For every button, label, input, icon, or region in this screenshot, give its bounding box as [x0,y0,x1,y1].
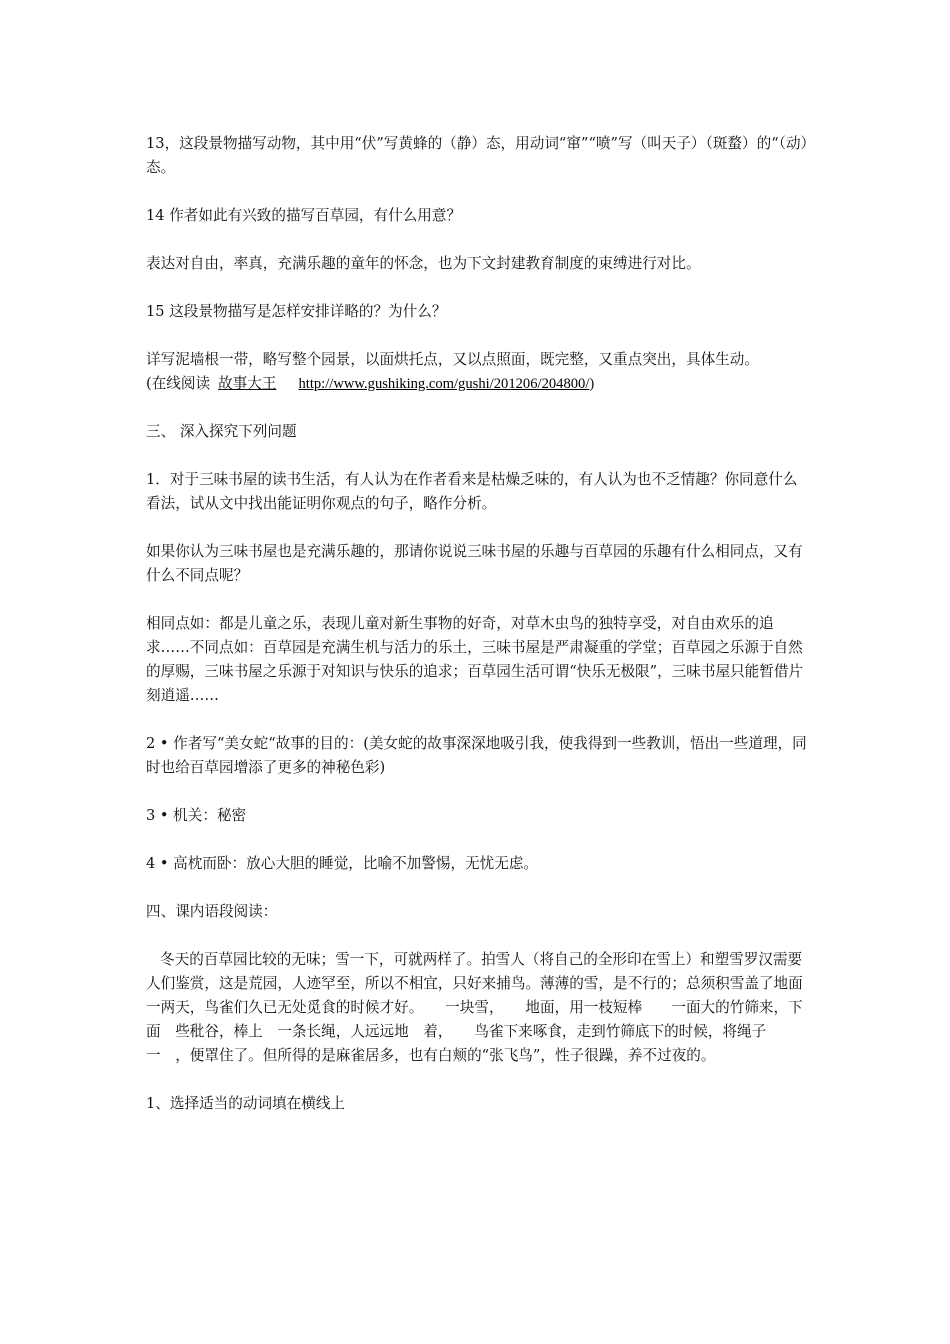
section-3-item-3: 3 • 机关：秘密 [146,807,247,824]
question-13-answer: 13，这段景物描写动物，其中用“伏”写黄蜂的（静）态，用动词“窜”“喷”写（叫天子）（斑蝥）的“（动）态。 [146,135,808,176]
section-4-question-1: 1、选择适当的动词填在横线上 [146,1095,346,1112]
answer-15: 详写泥墙根一带，略写整个园景，以面烘托点，又以点照面，既完整，又重点突出，具体生动。 [146,351,759,368]
online-suffix: ) [589,376,595,392]
story-url-link[interactable]: http://www.gushiking.com/gushi/201206/204800/ [298,376,590,392]
reading-passage: 冬天的百草园比较的无味；雪一下，可就两样了。拍雪人（将自己的全形印在雪上）和塑雪罗汉需要人们鉴赏，这是荒园，人迹罕至，所以不相宜，只好来捕鸟。薄薄的雪，是不行的；总须积雪盖了地面一两天，鸟雀们久已无处觅食的时候才好。 一块雪， 地面，用一枝短棒 一面大的竹筛来，下面 些秕谷，棒上 一条长绳，人远远地 着， 鸟雀下来啄食，走到竹筛底下的时候，将绳子一 ，便罩住了。但所得的是麻雀居多，也有白颊的“张飞鸟”，性子很躁，养不过夜的。 [146,951,803,1064]
section-3-question-1: 1．对于三味书屋的读书生活，有人认为在作者看来是枯燥乏味的，有人认为也不乏情趣？你同意什么看法，试从文中找出能证明你观点的句子，略作分析。 [146,471,798,512]
online-prefix: (在线阅读 [146,375,211,392]
story-king-link[interactable]: 故事大王 [218,375,277,392]
section-3-heading: 三、 深入探究下列问题 [146,423,297,440]
online-reading-line [146,372,810,396]
question-14: 14 作者如此有兴致的描写百草园，有什么用意？ [146,207,462,224]
section-3-question-1-followup: 如果你认为三味书屋也是充满乐趣的，那请你说说三味书屋的乐趣与百草园的乐趣有什么相同点，又有什么不同点呢？ [146,543,803,584]
answer-14: 表达对自由，率真，充满乐趣的童年的怀念，也为下文封建教育制度的束缚进行对比。 [146,255,701,272]
section-3-item-4: 4 • 高枕而卧：放心大胆的睡觉，比喻不加警惕，无忧无虑。 [146,855,539,872]
section-3-item-2: 2 • 作者写“美女蛇“故事的目的：(美女蛇的故事深深地吸引我，使我得到一些教训，悟出一些道理，同时也给百草园增添了更多的神秘色彩) [146,735,807,776]
question-15: 15 这段景物描写是怎样安排详略的？为什么？ [146,303,447,320]
document-page [146,132,810,1140]
section-4-heading: 四、课内语段阅读： [146,903,278,920]
section-3-answer-1: 相同点如：都是儿童之乐，表现儿童对新生事物的好奇，对草木虫鸟的独特享受，对自由欢乐的追求……不同点如：百草园是充满生机与活力的乐土，三味书屋是严肃凝重的学堂；百草园之乐源于自然的厚赐，三味书屋之乐源于对知识与快乐的追求；百草园生活可谓“快乐无极限”，三味书屋只能暂借片刻逍遥…… [146,615,804,704]
